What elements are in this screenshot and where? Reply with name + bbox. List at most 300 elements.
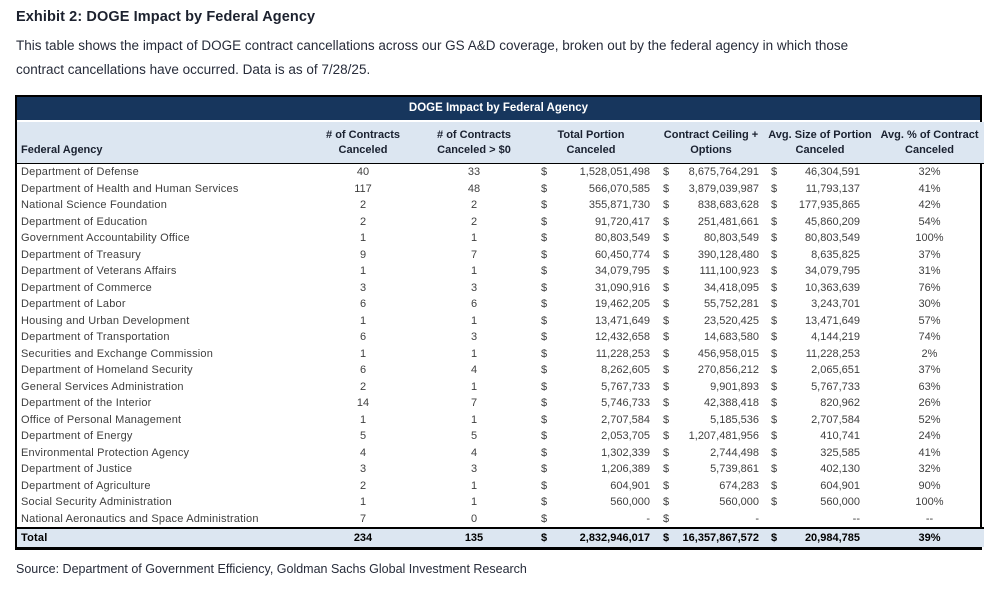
contract-ceiling-cell (657, 329, 765, 346)
table-row (17, 197, 984, 214)
dollar-sign: $ (771, 532, 778, 544)
table-row (17, 494, 984, 511)
contracts-canceled-cell: 5 (359, 430, 367, 442)
agency-name-cell: National Science Foundation (21, 199, 168, 211)
dollar-sign: $ (541, 166, 548, 178)
amount: 8,675,764,291 (688, 166, 759, 178)
avg-size-cell (765, 445, 875, 462)
contracts-canceled-cell: 4 (359, 446, 367, 459)
contracts-canceled-cell: 6 (359, 364, 367, 376)
amount: 13,471,649 (804, 314, 860, 327)
col-header-text: Canceled (566, 143, 616, 156)
avg-size-cell (765, 247, 875, 264)
agency-name-cell: Department of Veterans Affairs (21, 265, 177, 277)
amount: 46,304,591 (804, 166, 860, 178)
col-header-text: Canceled (905, 143, 954, 156)
col-header-text: Options (690, 143, 732, 156)
total-portion-canceled (525, 528, 657, 547)
amount: 2,053,705 (601, 430, 650, 442)
table-row (17, 181, 984, 198)
dollar-sign: $ (663, 463, 670, 475)
amount: 604,901 (820, 479, 860, 492)
amount: 80,803,549 (703, 232, 759, 244)
amount: 456,958,015 (697, 347, 759, 360)
dollar-sign: $ (541, 298, 548, 310)
dollar-sign: $ (541, 413, 548, 426)
contract-ceiling-cell (657, 494, 765, 511)
avg-pct-cell: 100% (915, 496, 944, 508)
dollar-sign: $ (663, 347, 670, 360)
dollar-sign: $ (771, 215, 778, 228)
amount: 5,739,861 (710, 463, 759, 475)
dollar-sign: $ (771, 182, 778, 195)
avg-size-cell (765, 181, 875, 198)
contracts-canceled-cell: 1 (359, 232, 367, 244)
dollar-sign: $ (541, 479, 548, 492)
col-header-contracts-canceled-gt0 (423, 122, 525, 164)
contracts-canceled-gt0-cell: 3 (470, 331, 478, 343)
table-row (17, 164, 984, 181)
col-header-contracts-canceled (303, 122, 423, 164)
amount: 566,070,585 (588, 182, 650, 195)
avg-size-cell (765, 428, 875, 445)
avg-pct-cell: 2% (921, 347, 938, 360)
amount: 19,462,205 (594, 298, 650, 310)
col-header-text: Total Portion (557, 129, 625, 141)
contracts-canceled-cell: 1 (359, 413, 367, 426)
contract-ceiling-cell (657, 412, 765, 429)
dollar-sign: $ (541, 463, 548, 475)
avg-size-cell (765, 214, 875, 231)
amount: 560,000 (610, 496, 650, 508)
contract-ceiling-cell (657, 362, 765, 379)
total-portion-cell (525, 230, 657, 247)
total-portion-cell (525, 478, 657, 495)
amount: 402,130 (820, 463, 860, 475)
avg-size-cell (765, 362, 875, 379)
avg-pct-cell: 37% (918, 364, 941, 376)
dollar-sign: $ (771, 232, 778, 244)
table-footer (17, 528, 984, 547)
col-header-text: Federal Agency (21, 143, 103, 156)
agency-name-cell: Office of Personal Management (21, 413, 182, 426)
contract-ceiling-cell (657, 230, 765, 247)
avg-pct-cell: 90% (918, 479, 941, 492)
contract-ceiling-cell (657, 181, 765, 198)
dollar-sign: $ (771, 413, 778, 426)
col-header-text: # of Contracts (437, 129, 511, 141)
contracts-canceled-cell: 7 (359, 512, 367, 525)
amount: 5,185,536 (710, 413, 759, 426)
dollar-sign: $ (541, 496, 548, 508)
exhibit-description-line1: This table shows the impact of DOGE contract cancellations across our GS A&D coverage, broken out by the federal agency in which those (16, 38, 849, 53)
contracts-canceled-gt0-cell: 7 (470, 248, 478, 261)
dollar-sign: $ (663, 199, 670, 211)
agency-name-cell: Department of Health and Human Services (21, 182, 239, 195)
col-header-text: Avg. Size of Portion (768, 129, 872, 141)
table-row (17, 461, 984, 478)
dollar-sign: $ (663, 298, 670, 310)
dollar-sign: $ (541, 265, 548, 277)
avg-pct-cell: 32% (918, 166, 941, 178)
dollar-sign: $ (541, 182, 548, 195)
total-portion-cell (525, 181, 657, 198)
amount: 14,683,580 (703, 331, 759, 343)
agency-name-cell: Department of Treasury (21, 248, 141, 261)
contract-ceiling-cell (657, 313, 765, 330)
amount: 60,450,774 (594, 248, 650, 261)
amount: 34,079,795 (594, 265, 650, 277)
amount: 2,707,584 (601, 413, 650, 426)
avg-size-cell (765, 511, 875, 529)
table-row (17, 362, 984, 379)
agency-name-cell: Securities and Exchange Commission (21, 347, 214, 360)
agency-name-cell: Department of Energy (21, 430, 133, 442)
dollar-sign: $ (663, 446, 670, 459)
dollar-sign: $ (663, 265, 670, 277)
dollar-sign: $ (541, 248, 548, 261)
avg-pct-cell: 100% (915, 232, 944, 244)
table-row (17, 329, 984, 346)
contracts-canceled-cell: 14 (356, 397, 370, 409)
contract-ceiling-cell (657, 280, 765, 297)
amount: 11,228,253 (805, 347, 860, 360)
avg-pct-cell: -- (925, 512, 934, 525)
amount: 410,741 (820, 430, 860, 442)
contract-ceiling-cell (657, 346, 765, 363)
avg-size-cell (765, 379, 875, 396)
total-portion-cell (525, 461, 657, 478)
total-portion-cell (525, 313, 657, 330)
contracts-canceled-gt0-cell: 1 (470, 232, 478, 244)
contracts-canceled-gt0-cell: 3 (470, 281, 478, 294)
avg-size-cell (765, 313, 875, 330)
dollar-sign: $ (541, 430, 548, 442)
contracts-canceled-gt0-cell: 7 (470, 397, 478, 409)
col-header-contract-ceiling (657, 122, 765, 164)
total-portion-cell (525, 280, 657, 297)
avg-size-cell (765, 412, 875, 429)
avg-pct-cell: 32% (918, 463, 941, 475)
agency-name-cell: Department of Education (21, 215, 148, 228)
dollar-sign: $ (771, 479, 778, 492)
amount: 2,707,584 (811, 413, 860, 426)
dollar-sign: $ (663, 532, 670, 544)
contracts-canceled-cell: 1 (359, 347, 367, 360)
agency-name-cell: General Services Administration (21, 380, 184, 393)
amount: 560,000 (719, 496, 759, 508)
table-row (17, 445, 984, 462)
amount: 251,481,661 (697, 215, 759, 228)
dollar-sign: $ (771, 298, 778, 310)
amount: 80,803,549 (594, 232, 650, 244)
avg-pct-cell: 42% (918, 199, 941, 211)
contracts-canceled-cell: 9 (359, 248, 367, 261)
contracts-canceled-cell: 6 (359, 298, 367, 310)
avg-size-cell (765, 197, 875, 214)
avg-pct-cell: 74% (918, 331, 941, 343)
dollar-sign: $ (541, 446, 548, 459)
amount: -- (852, 512, 860, 525)
amount: 604,901 (610, 479, 650, 492)
column-header-row (17, 122, 984, 164)
contracts-canceled-gt0-cell: 3 (470, 463, 478, 475)
table-row (17, 412, 984, 429)
amount: 5,767,733 (811, 380, 860, 393)
dollar-sign: $ (541, 199, 548, 211)
dollar-sign: $ (771, 364, 778, 376)
avg-size-cell (765, 461, 875, 478)
agency-name-cell: Department of Homeland Security (21, 364, 193, 376)
contracts-canceled-gt0-cell: 2 (470, 199, 478, 211)
amount: 390,128,480 (697, 248, 759, 261)
contracts-canceled-gt0-cell: 1 (470, 265, 478, 277)
contract-ceiling-cell (657, 296, 765, 313)
doge-impact-table (15, 95, 982, 550)
amount: 1,302,339 (601, 446, 650, 459)
amount: 674,283 (719, 479, 759, 492)
dollar-sign: $ (771, 166, 778, 178)
contracts-canceled-gt0-cell: 6 (470, 298, 478, 310)
col-header-text: Contract Ceiling + (663, 129, 759, 141)
contracts-canceled-gt0-cell: 33 (467, 166, 481, 178)
contracts-canceled-gt0-cell: 1 (470, 413, 478, 426)
dollar-sign: $ (663, 281, 670, 294)
agency-name-cell: Department of Defense (21, 166, 139, 178)
amount: 34,418,095 (703, 281, 759, 294)
source-line: Source: Department of Government Efficiency, Goldman Sachs Global Investment Research (16, 562, 527, 576)
total-portion-cell (525, 494, 657, 511)
dollar-sign: $ (663, 232, 670, 244)
contract-ceiling-cell (657, 197, 765, 214)
table-row (17, 395, 984, 412)
amount: 5,767,733 (601, 380, 650, 393)
amount: 560,000 (820, 496, 860, 508)
agency-name-cell: Department of Justice (21, 463, 133, 475)
amount: 10,363,639 (804, 281, 860, 294)
avg-pct-cell: 57% (918, 314, 941, 327)
dollar-sign: $ (663, 182, 670, 195)
avg-pct-cell: 52% (918, 413, 941, 426)
contracts-canceled-cell: 3 (359, 281, 367, 294)
avg-size-cell (765, 494, 875, 511)
total-portion-cell (525, 362, 657, 379)
amount: 111,100,923 (699, 265, 759, 277)
amount: 11,228,253 (595, 347, 650, 360)
total-portion-cell (525, 247, 657, 264)
agency-name-cell: Department of Labor (21, 298, 126, 310)
total-portion-cell (525, 164, 657, 181)
table-row (17, 230, 984, 247)
total-portion-cell (525, 296, 657, 313)
amount: 45,860,209 (804, 215, 860, 228)
avg-pct-cell: 54% (918, 215, 941, 228)
agency-name-cell: National Aeronautics and Space Administration (21, 512, 259, 525)
amount: 34,079,795 (804, 265, 860, 277)
dollar-sign: $ (541, 532, 548, 544)
contracts-canceled-cell: 40 (356, 166, 370, 178)
contracts-canceled-cell: 2 (359, 479, 367, 492)
dollar-sign: $ (771, 331, 778, 343)
contracts-canceled-cell: 3 (359, 463, 367, 475)
contracts-canceled-cell: 1 (359, 265, 367, 277)
dollar-sign: $ (771, 347, 778, 360)
avg-size-cell (765, 478, 875, 495)
col-header-federal-agency (17, 122, 303, 164)
exhibit-description (16, 34, 982, 82)
total-portion-cell (525, 214, 657, 231)
table-row (17, 511, 984, 529)
table-row (17, 280, 984, 297)
total-portion-cell (525, 379, 657, 396)
amount: 3,243,701 (811, 298, 860, 310)
amount: 13,471,649 (594, 314, 650, 327)
avg-pct-cell: 31% (918, 265, 941, 277)
amount: 1,207,481,956 (688, 430, 759, 442)
contract-ceiling-cell (657, 478, 765, 495)
contracts-canceled-cell: 2 (359, 199, 367, 211)
contracts-canceled-cell: 117 (354, 182, 372, 195)
total-contract-ceiling (657, 528, 765, 547)
amount: 16,357,867,572 (682, 532, 759, 544)
avg-pct-cell: 76% (918, 281, 941, 294)
amount: - (646, 512, 650, 525)
dollar-sign: $ (663, 430, 670, 442)
contracts-canceled-gt0-cell: 1 (470, 496, 478, 508)
avg-pct-cell: 63% (918, 380, 941, 393)
amount: 2,065,651 (811, 364, 860, 376)
amount: 55,752,281 (703, 298, 759, 310)
total-portion-cell (525, 511, 657, 529)
dollar-sign: $ (663, 215, 670, 228)
total-portion-cell (525, 346, 657, 363)
dollar-sign: $ (771, 380, 778, 393)
amount: 1,206,389 (601, 463, 650, 475)
contracts-canceled-cell: 1 (359, 496, 367, 508)
agency-name-cell: Department of Agriculture (21, 479, 151, 492)
amount: 4,144,219 (811, 331, 860, 343)
contract-ceiling-cell (657, 461, 765, 478)
agency-name-cell: Department of Commerce (21, 281, 152, 294)
table-row (17, 214, 984, 231)
table-row (17, 296, 984, 313)
agency-data-table (17, 122, 984, 547)
col-header-text: # of Contracts (326, 129, 400, 141)
total-avg-size (765, 528, 875, 547)
contracts-canceled-gt0-cell: 1 (470, 314, 478, 327)
amount: 80,803,549 (804, 232, 860, 244)
dollar-sign: $ (663, 479, 670, 492)
contract-ceiling-cell (657, 247, 765, 264)
dollar-sign: $ (771, 446, 778, 459)
avg-size-cell (765, 164, 875, 181)
avg-size-cell (765, 346, 875, 363)
total-portion-cell (525, 445, 657, 462)
contracts-canceled-gt0-cell: 1 (470, 479, 478, 492)
amount: 12,432,658 (594, 331, 650, 343)
dollar-sign: $ (771, 430, 778, 442)
avg-pct-cell: 37% (918, 248, 941, 261)
agency-name-cell: Government Accountability Office (21, 232, 190, 244)
col-header-avg-size (765, 122, 875, 164)
dollar-sign: $ (771, 281, 778, 294)
contract-ceiling-cell (657, 395, 765, 412)
amount: 8,262,605 (601, 364, 650, 376)
dollar-sign: $ (771, 199, 778, 211)
dollar-sign: $ (541, 232, 548, 244)
total-label: Total (17, 528, 303, 547)
dollar-sign: $ (663, 496, 670, 508)
col-header-text: Canceled (338, 143, 388, 156)
amount: 838,683,628 (697, 199, 759, 211)
table-row (17, 379, 984, 396)
avg-size-cell (765, 296, 875, 313)
dollar-sign: $ (663, 364, 670, 376)
contract-ceiling-cell (657, 445, 765, 462)
dollar-sign: $ (771, 397, 778, 409)
contract-ceiling-cell (657, 511, 765, 529)
amount: 355,871,730 (588, 199, 650, 211)
amount: 42,388,418 (703, 397, 759, 409)
agency-name-cell: Department of the Interior (21, 397, 152, 409)
dollar-sign: $ (771, 496, 778, 508)
avg-size-cell (765, 329, 875, 346)
amount: 20,984,785 (804, 532, 860, 544)
dollar-sign: $ (663, 512, 670, 525)
total-avg-pct: 39% (875, 528, 984, 547)
total-portion-cell (525, 263, 657, 280)
dollar-sign: $ (541, 331, 548, 343)
amount: 270,856,212 (697, 364, 759, 376)
table-row (17, 263, 984, 280)
contracts-canceled-cell: 2 (359, 380, 367, 393)
dollar-sign: $ (541, 314, 548, 327)
agency-name-cell: Social Security Administration (21, 496, 172, 508)
dollar-sign: $ (663, 166, 670, 178)
amount: 1,528,051,498 (579, 166, 650, 178)
avg-pct-cell: 41% (918, 182, 941, 195)
table-row (17, 428, 984, 445)
amount: 3,879,039,987 (688, 182, 759, 195)
contract-ceiling-cell (657, 428, 765, 445)
total-portion-cell (525, 197, 657, 214)
dollar-sign: $ (663, 397, 670, 409)
amount: 11,793,137 (805, 182, 860, 195)
contract-ceiling-cell (657, 379, 765, 396)
amount: 31,090,916 (594, 281, 650, 294)
amount: 2,832,946,017 (579, 532, 650, 544)
total-contracts-canceled-gt0: 135 (423, 528, 525, 547)
avg-size-cell (765, 395, 875, 412)
col-header-text: Avg. % of Contract (880, 129, 979, 141)
dollar-sign: $ (541, 281, 548, 294)
contracts-canceled-gt0-cell: 4 (470, 364, 478, 376)
amount: 8,635,825 (811, 248, 860, 261)
total-contracts-canceled: 234 (303, 528, 423, 547)
avg-size-cell (765, 230, 875, 247)
table-row (17, 478, 984, 495)
contracts-canceled-gt0-cell: 1 (470, 347, 478, 360)
dollar-sign: $ (663, 380, 670, 393)
dollar-sign: $ (663, 248, 670, 261)
dollar-sign: $ (663, 314, 670, 327)
total-portion-cell (525, 428, 657, 445)
dollar-sign: $ (771, 314, 778, 327)
dollar-sign: $ (541, 347, 548, 360)
dollar-sign: $ (663, 331, 670, 343)
contract-ceiling-cell (657, 164, 765, 181)
dollar-sign: $ (771, 248, 778, 261)
